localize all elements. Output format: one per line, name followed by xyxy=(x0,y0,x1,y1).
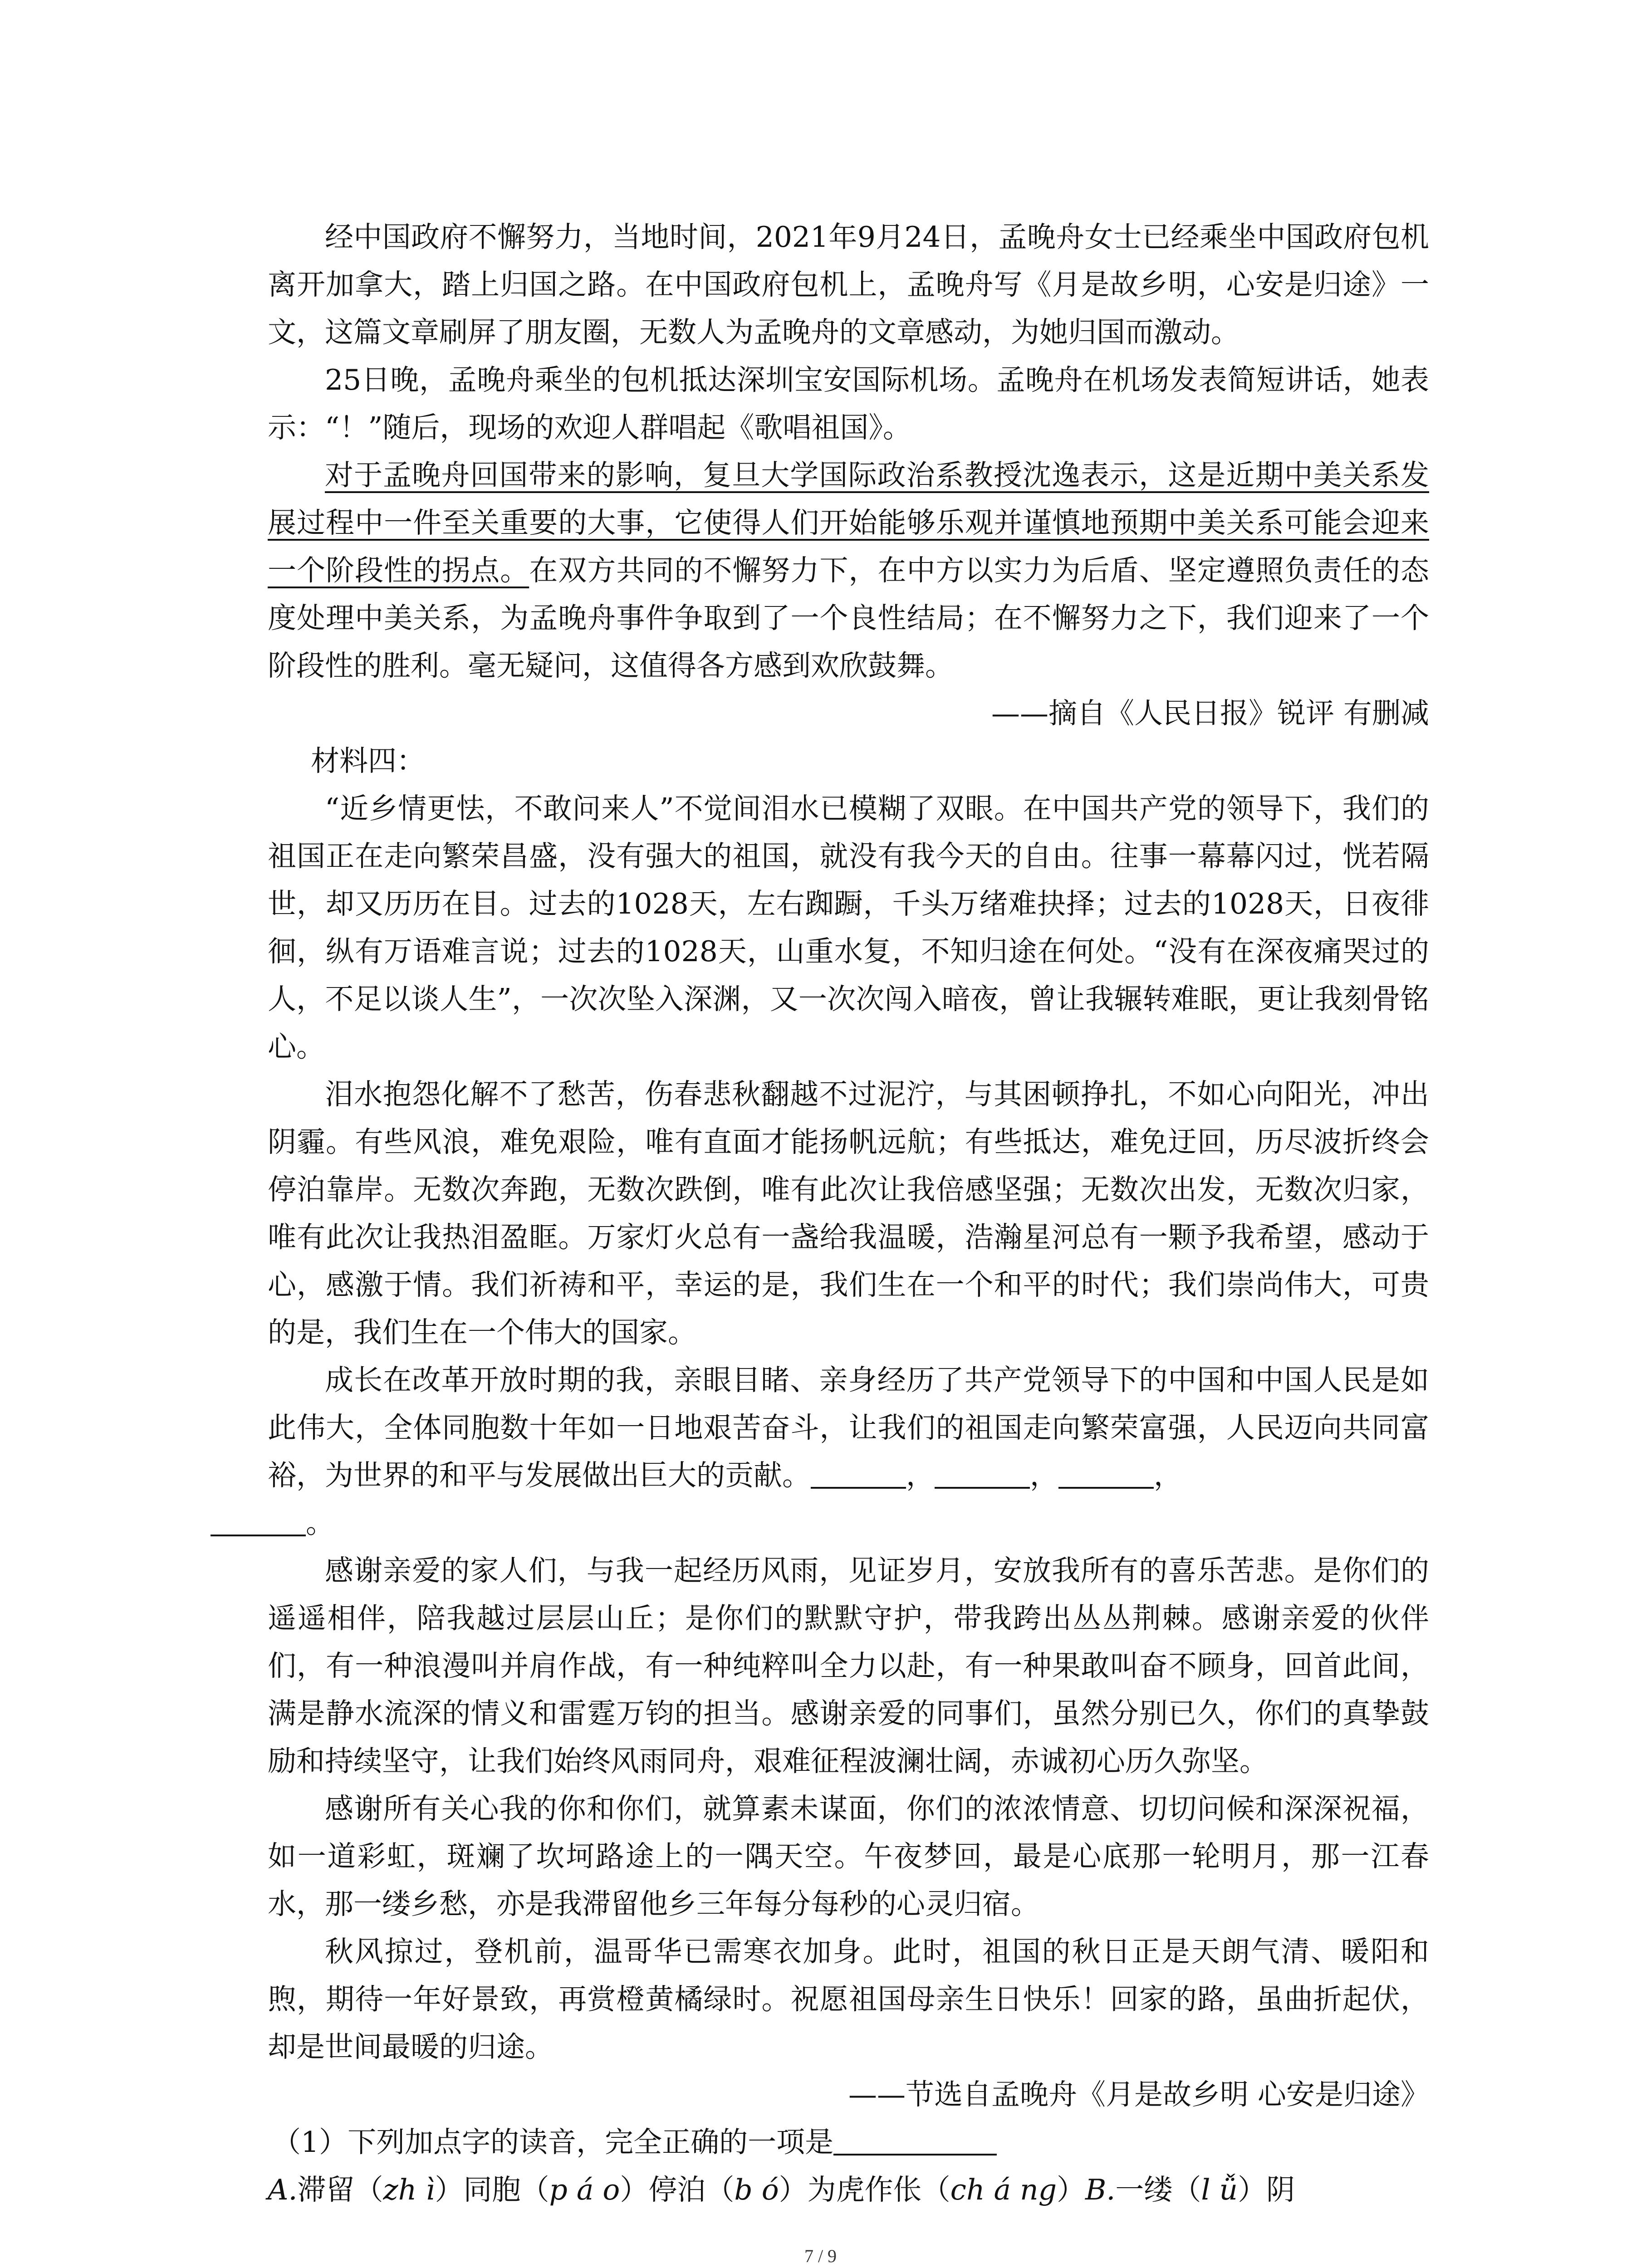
answer-blank[interactable] xyxy=(833,2126,997,2156)
option-a-close: ） xyxy=(1057,2173,1086,2206)
option-a-pinyin-4: ch á ng xyxy=(950,2173,1057,2206)
material4-paragraph-4: 感谢亲爱的家人们，与我一起经历风雨，见证岁月，安放我所有的喜乐苦悲。是你们的遥遥相伴，陪我越过层层山丘；是你们的默默守护，带我跨出丛丛荆棘。感谢亲爱的伙伴们，有一种浪漫叫并肩作战，有一种纯粹叫全力以赴，有一种果敢叫奋不顾身，回首此间，满是静水流深的情义和雷霆万钧的担当。感谢亲爱的同事们，虽然分别已久，你们的真挚鼓励和持续坚守，让我们始终风雨同舟，艰难征程波澜壮阔，赤诚初心历久弥坚。 xyxy=(268,1554,1429,1778)
option-b-word-2: ）阴 xyxy=(1238,2173,1295,2206)
material4-paragraph-2: 泪水抱怨化解不了愁苦，伤春悲秋翻越不过泥泞，与其困顿挣扎，不如心向阳光，冲出阴霾。有些风浪，难免艰险，唯有直面才能扬帆远航；有些抵达，难免迂回，历尽波折终会停泊靠岸。无数次奔跑，无数次跌倒，唯有此次让我倍感坚强；无数次出发，无数次归家，唯有此次让我热泪盈眶。万家灯火总有一盏给我温暖，浩瀚星河总有一颗予我希望，感动于心，感激于情。我们祈祷和平，幸运的是，我们生在一个和平的时代；我们崇尚伟大，可贵的是，我们生在一个伟大的国家。 xyxy=(268,1078,1429,1349)
material4-paragraph-1: “近乡情更怯，不敢问来人”不觉间泪水已模糊了双眼。在中国共产党的领导下，我们的祖国正在走向繁荣昌盛，没有强大的祖国，就没有我今天的自由。往事一幕幕闪过，恍若隔世，却又历历在目。过去的1028天，左右踟蹰，千头万绪难抉择；过去的1028天，日夜徘徊，纵有万语难言说；过去的1028天，山重水复，不知归途在何处。“没有在深夜痛哭过的人，不足以谈人生”，一次次坠入深渊，又一次次闯入暗夜，曾让我辗转难眠，更让我刻骨铭心。 xyxy=(268,792,1429,1063)
paragraph-3-text: 成长在改革开放时期的我，亲眼目睹、亲身经历了共产党领导下的中国和中国人民是如此伟大，全体同胞数十年如一日地艰苦奋斗，让我们的祖国走向繁荣富强，人民迈向共同富裕，为世界的和平与发展做出巨大的贡献。 xyxy=(268,1364,1429,1492)
option-a-word-3: ）停泊（ xyxy=(620,2173,735,2206)
material3-paragraph-3 xyxy=(268,451,1429,689)
option-a-label: A. xyxy=(268,2173,298,2206)
comma-1: ， xyxy=(906,1459,935,1492)
comma-3: ， xyxy=(1154,1459,1182,1492)
material4-source: ——节选自孟晚舟《月是故乡明 心安是归途》 xyxy=(848,2078,1429,2111)
page-number: 7 / 9 xyxy=(804,2246,837,2266)
option-b-word-1: 一缕（ xyxy=(1115,2173,1201,2206)
fill-blank-4[interactable] xyxy=(211,1507,306,1536)
option-a-word-2: ）同胞（ xyxy=(435,2173,549,2206)
option-a-word-1: 滞留（ xyxy=(297,2173,383,2206)
option-b-pinyin-1: l ǚ xyxy=(1201,2173,1238,2206)
paragraph-3-rest: 在双方共同的不懈努力下，在中方以实力为后盾、坚定遵照负责任的态度处理中美关系，为孟晚舟事件争取到了一个良性结局；在不懈努力之下，我们迎来了一个阶段性的胜利。毫无疑问，这值得各方感到欢欣鼓舞。 xyxy=(268,554,1430,682)
fill-blank-2[interactable] xyxy=(935,1460,1030,1489)
option-a-word-4: ）为虎作伥（ xyxy=(779,2173,950,2206)
option-a-pinyin-2: p á o xyxy=(549,2173,620,2206)
question-1-stem xyxy=(268,2118,1429,2166)
option-b-label: B. xyxy=(1085,2173,1116,2206)
option-a-pinyin-3: b ó xyxy=(734,2173,779,2206)
comma-2: ， xyxy=(1030,1459,1058,1492)
material3-source: ——摘自《人民日报》锐评 有删减 xyxy=(991,697,1429,730)
period: 。 xyxy=(306,1506,334,1540)
material3-paragraph-1: 经中国政府不懈努力，当地时间，2021年9月24日，孟晚舟女士已经乘坐中国政府包机离开加拿大，踏上归国之路。在中国政府包机上，孟晚舟写《月是故乡明，心安是归途》一文，这篇文章刷屏了朋友圈，无数人为孟晚舟的文章感动，为她归国而激动。 xyxy=(268,220,1429,349)
material4-label: 材料四： xyxy=(311,744,425,777)
document-page xyxy=(268,213,1429,2214)
question-1-options xyxy=(268,2166,1429,2214)
question-1-text: （1）下列加点字的读音，完全正确的一项是 xyxy=(272,2126,834,2159)
fill-blank-3[interactable] xyxy=(1058,1460,1154,1489)
material4-paragraph-5: 感谢所有关心我的你和你们，就算素未谋面，你们的浓浓情意、切切问候和深深祝福，如一道彩虹，斑斓了坎坷路途上的一隅天空。午夜梦回，最是心底那一轮明月，那一江春水，那一缕乡愁，亦是我滞留他乡三年每分每秒的心灵归宿。 xyxy=(268,1792,1429,1921)
option-a-pinyin-1: zh ì xyxy=(383,2173,435,2206)
underlined-sentence: 对于孟晚舟回国带来的影响，复旦大学国际政治系教授沈逸表示，这是近期中美关系发展过程中一件至关重要的大事，它使得人们开始能够乐观并谨慎地预期中美关系可能会迎来一个阶段性的拐点。 xyxy=(268,459,1429,587)
material4-paragraph-3 xyxy=(268,1356,1429,1547)
material3-paragraph-2: 25日晚，孟晚舟乘坐的包机抵达深圳宝安国际机场。孟晚舟在机场发表简短讲话，她表示：“！”随后，现场的欢迎人群唱起《歌唱祖国》。 xyxy=(268,363,1429,444)
fill-blank-1[interactable] xyxy=(811,1460,906,1489)
material4-paragraph-6: 秋风掠过，登机前，温哥华已需寒衣加身。此时，祖国的秋日正是天朗气清、暖阳和煦，期待一年好景致，再赏橙黄橘绿时。祝愿祖国母亲生日快乐！回家的路，虽曲折起伏，却是世间最暖的归途。 xyxy=(268,1935,1429,2063)
